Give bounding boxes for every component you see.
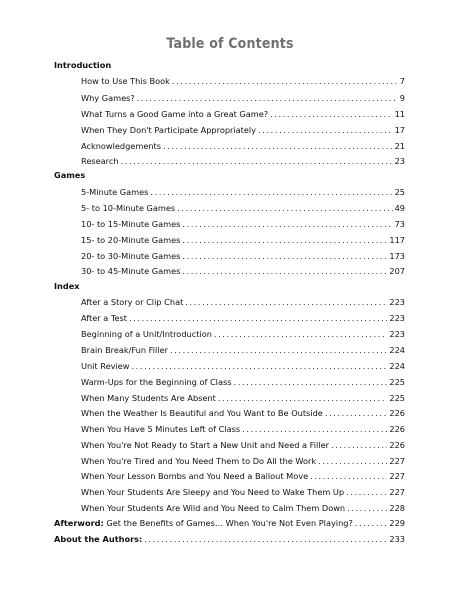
toc-entry-page: 227 [389, 456, 405, 466]
toc-entry-page: 207 [389, 266, 405, 276]
toc-entry[interactable] [81, 312, 405, 324]
toc-entry-page: 49 [394, 203, 405, 213]
toc-entry-label: 5-Minute Games [81, 187, 149, 197]
toc-entry-label: Unit Review [81, 361, 130, 371]
dot-leader [355, 517, 388, 529]
dot-leader [182, 265, 387, 277]
toc-entry-page: 25 [394, 187, 405, 197]
toc-entry[interactable] [81, 423, 405, 435]
toc-entry[interactable] [81, 439, 405, 451]
dot-leader [170, 344, 387, 356]
toc-entry-page: 11 [394, 109, 405, 119]
toc-entry-about-authors[interactable] [54, 533, 405, 545]
toc-entry[interactable] [81, 344, 405, 356]
toc-entry-page: 227 [389, 471, 405, 481]
toc-entry-label: What Turns a Good Game into a Great Game? [81, 109, 269, 119]
dot-leader [318, 455, 387, 467]
toc-entry-label: When Your Students Are Sleepy and You Need to Wake Them Up [81, 487, 345, 497]
dot-leader [234, 376, 388, 388]
toc-entry-label: When the Weather Is Beautiful and You Want to Be Outside [81, 408, 323, 418]
toc-entry-afterword[interactable] [54, 517, 405, 529]
toc-entry[interactable] [81, 502, 405, 514]
dot-leader [182, 250, 387, 262]
toc-entry[interactable] [81, 218, 405, 230]
toc-entry[interactable] [81, 407, 405, 419]
toc-entry[interactable] [81, 360, 405, 372]
dot-leader [242, 423, 387, 435]
toc-entry-label: Beginning of a Unit/Introduction [81, 329, 212, 339]
dot-leader [137, 92, 398, 104]
toc-entry-label [54, 517, 353, 529]
toc-entry-page: 233 [389, 534, 405, 544]
toc-entry-label [54, 533, 142, 545]
toc-entry[interactable] [81, 376, 405, 388]
toc-entry-label: When You're Tired and You Need Them to Do All the Work [81, 456, 317, 466]
about-label: About the Authors: [54, 534, 143, 544]
dot-leader [185, 296, 387, 308]
page-title: Table of Contents [166, 36, 294, 52]
section-heading-introduction: Introduction [54, 60, 112, 70]
dot-leader [163, 140, 393, 152]
toc-entry-label: 15- to 20-Minute Games [81, 235, 181, 245]
toc-entry-page: 224 [389, 345, 405, 355]
toc-entry[interactable] [81, 108, 405, 120]
toc-entry-label: When They Don't Participate Appropriately [81, 125, 257, 135]
toc-entry[interactable] [81, 455, 405, 467]
toc-entry-page: 226 [389, 440, 405, 450]
section-heading-games: Games [54, 170, 86, 180]
dot-leader [347, 502, 387, 514]
toc-entry-page: 224 [389, 361, 405, 371]
dot-leader [270, 108, 392, 120]
toc-entry-page: 223 [389, 297, 405, 307]
toc-entry-label: When Your Students Are Wild and You Need to Calm Them Down [81, 503, 346, 513]
toc-entry-label: Why Games? [81, 93, 135, 103]
toc-entry-label: When Your Lesson Bombs and You Need a Bailout Move [81, 471, 309, 481]
section-heading-index: Index [54, 281, 80, 291]
toc-entry-label: 30- to 45-Minute Games [81, 266, 181, 276]
toc-entry-page: 7 [399, 76, 405, 86]
toc-entry[interactable] [81, 155, 405, 167]
toc-entry[interactable] [81, 486, 405, 498]
dot-leader [172, 75, 398, 87]
dot-leader [325, 407, 388, 419]
toc-entry-label: How to Use This Book [81, 76, 170, 86]
toc-entry-page: 226 [389, 408, 405, 418]
toc-entry-label: When Many Students Are Absent [81, 393, 216, 403]
toc-entry-page: 9 [399, 93, 405, 103]
afterword-label: Afterword: [54, 518, 104, 528]
toc-entry[interactable] [81, 470, 405, 482]
toc-entry[interactable] [81, 140, 405, 152]
toc-entry[interactable] [81, 234, 405, 246]
dot-leader [218, 392, 388, 404]
toc-entry[interactable] [81, 265, 405, 277]
toc-entry[interactable] [81, 124, 405, 136]
toc-entry-label: Acknowledgements [81, 141, 162, 151]
dot-leader [331, 439, 387, 451]
dot-leader [258, 124, 393, 136]
toc-entry-page: 223 [389, 329, 405, 339]
toc-entry-page: 229 [389, 518, 405, 528]
toc-entry-label: Research [81, 156, 119, 166]
dot-leader [182, 234, 387, 246]
toc-entry-page: 225 [389, 377, 405, 387]
dot-leader [310, 470, 387, 482]
toc-entry-label: Warm-Ups for the Beginning of Class [81, 377, 232, 387]
toc-entry-label: 20- to 30-Minute Games [81, 251, 181, 261]
toc-entry-page: 225 [389, 393, 405, 403]
dot-leader [131, 360, 387, 372]
dot-leader [182, 218, 392, 230]
toc-entry-page: 21 [394, 141, 405, 151]
toc-entry-page: 17 [394, 125, 405, 135]
toc-entry-page: 226 [389, 424, 405, 434]
dot-leader [177, 202, 392, 214]
toc-entry-label: After a Test [81, 313, 128, 323]
toc-entry-label: 5- to 10-Minute Games [81, 203, 176, 213]
toc-entry-page: 73 [394, 219, 405, 229]
dot-leader [214, 328, 387, 340]
toc-entry-page: 223 [389, 313, 405, 323]
toc-entry-label: When You're Not Ready to Start a New Unit and Need a Filler [81, 440, 330, 450]
dot-leader [129, 312, 387, 324]
toc-entry-label: 10- to 15-Minute Games [81, 219, 181, 229]
toc-entry[interactable] [81, 296, 405, 308]
toc-entry-page: 228 [389, 503, 405, 513]
dot-leader [150, 186, 392, 198]
toc-entry[interactable] [81, 328, 405, 340]
toc-entry-label: When You Have 5 Minutes Left of Class [81, 424, 241, 434]
toc-entry-label: Brain Break/Fun Filler [81, 345, 169, 355]
toc-entry-page: 23 [394, 156, 405, 166]
dot-leader [144, 533, 387, 545]
toc-entry[interactable] [81, 186, 405, 198]
toc-entry-page: 173 [389, 251, 405, 261]
toc-entry-label: After a Story or Clip Chat [81, 297, 184, 307]
dot-leader [346, 486, 387, 498]
dot-leader [121, 155, 393, 167]
toc-entry[interactable] [81, 392, 405, 404]
toc-entry[interactable] [81, 202, 405, 214]
afterword-text: Get the Benefits of Games… When You're Not Even Playing? [103, 518, 353, 528]
toc-entry-page: 227 [389, 487, 405, 497]
toc-entry-page: 117 [389, 235, 405, 245]
toc-entry[interactable] [81, 250, 405, 262]
toc-entry[interactable] [81, 92, 405, 104]
toc-entry[interactable] [81, 75, 405, 87]
